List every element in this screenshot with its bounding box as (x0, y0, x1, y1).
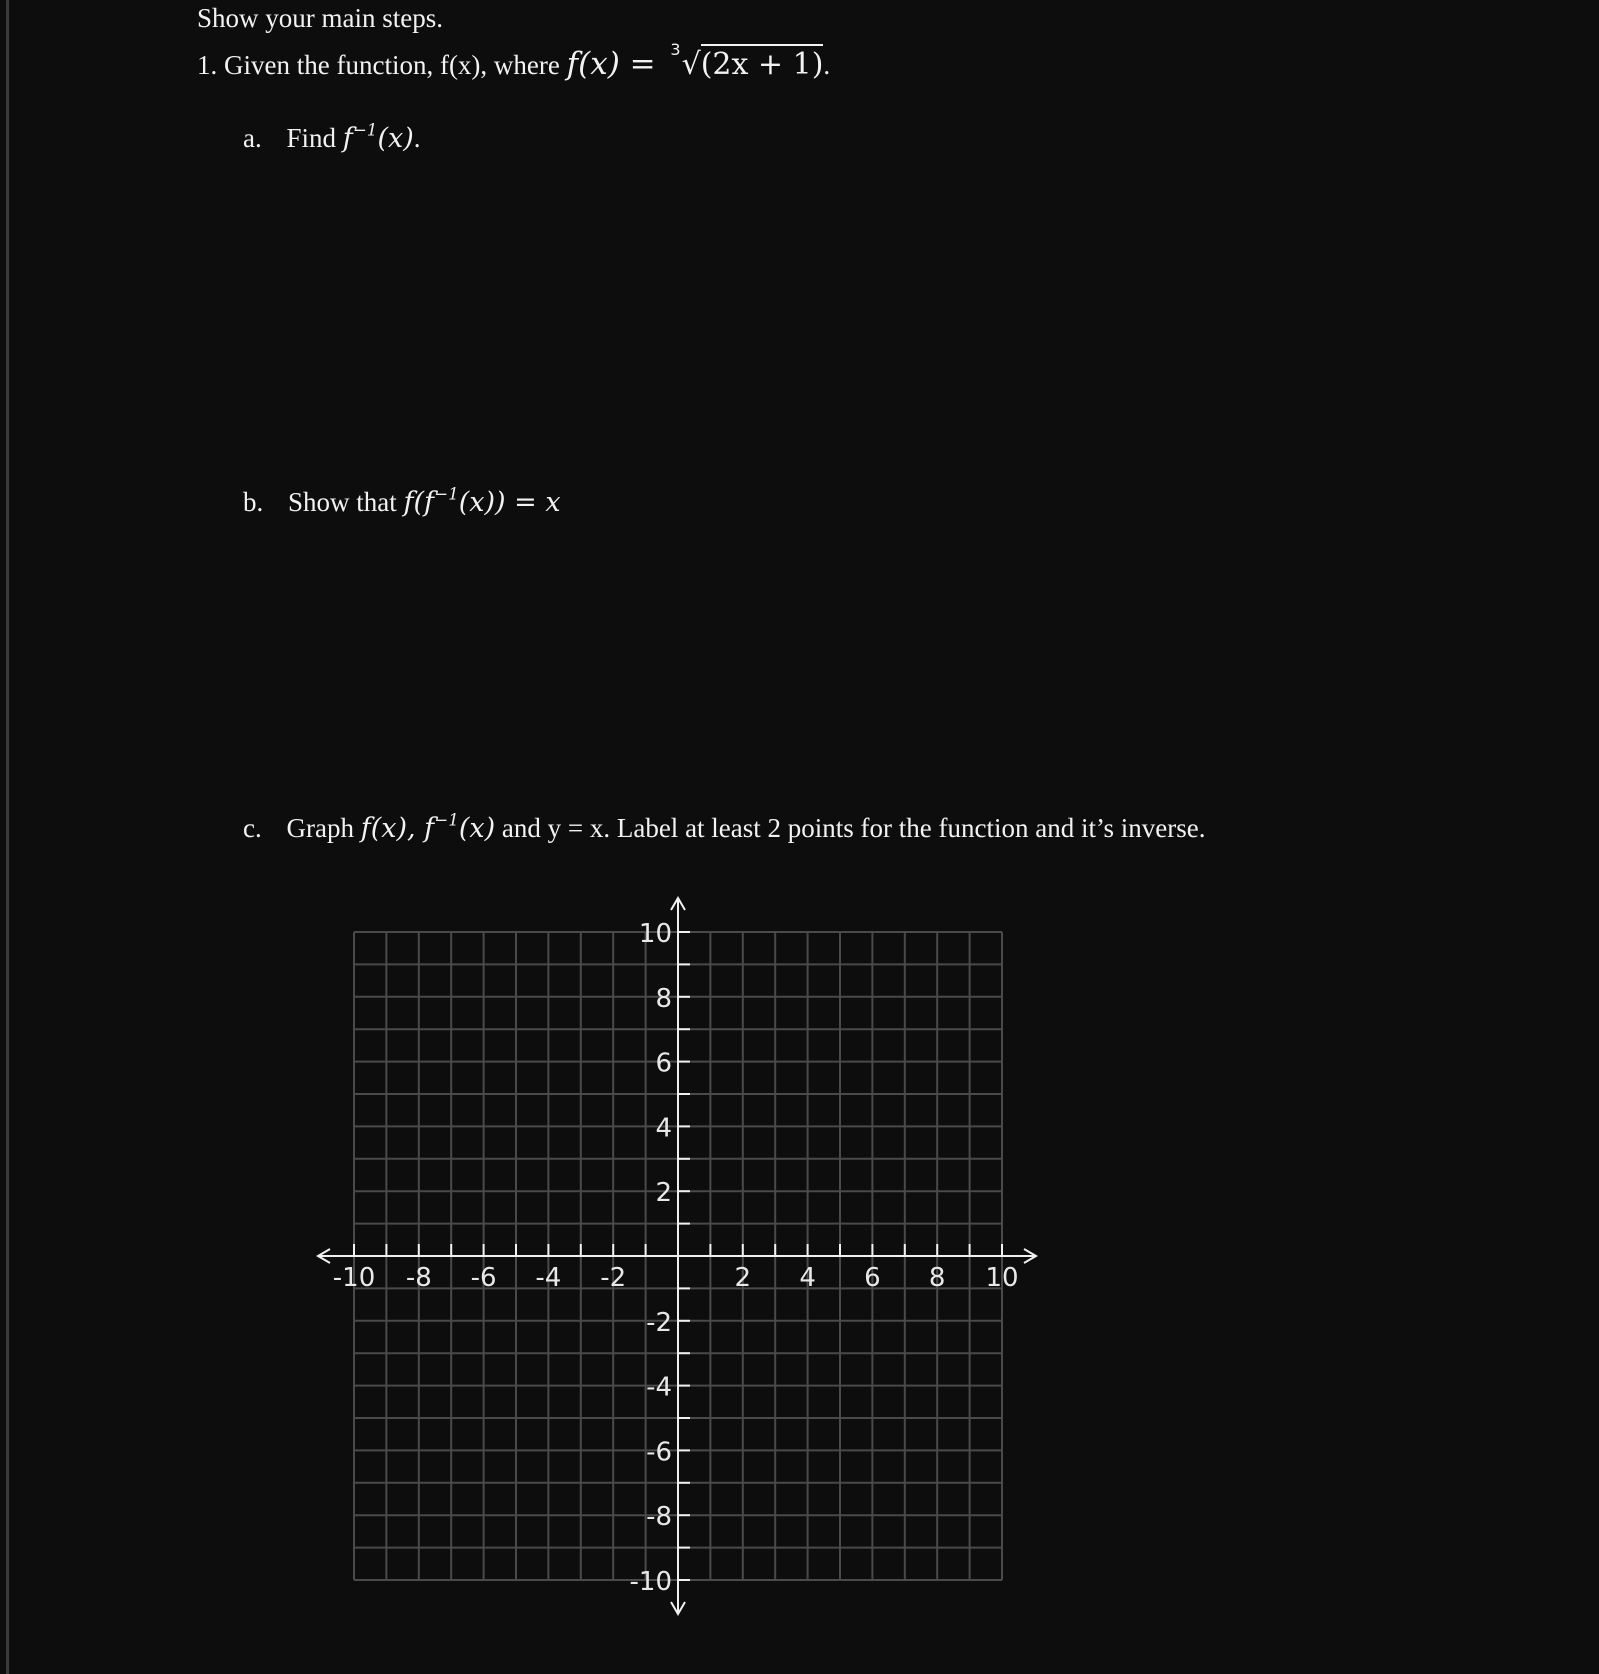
question-1 (197, 40, 831, 83)
y-tick-label: 2 (655, 1178, 672, 1209)
y-tick-label: -10 (629, 1567, 672, 1597)
coordinate-grid (310, 890, 1050, 1630)
radical-icon: √ (681, 47, 701, 82)
x-tick-label: 4 (799, 1263, 816, 1293)
root-index: 3 (670, 40, 681, 59)
function-lhs: f(x) = (566, 46, 656, 82)
cube-root (670, 40, 824, 83)
x-tick-label: 8 (928, 1263, 946, 1293)
y-tick-label: -8 (646, 1502, 672, 1533)
part-label: c. (243, 813, 262, 843)
part-b (243, 484, 561, 521)
y-tick-label: 6 (655, 1048, 672, 1079)
x-tick-label: -6 (470, 1263, 497, 1293)
x-tick-label: 6 (864, 1263, 881, 1293)
question-number: 1. (197, 50, 218, 80)
x-tick-label: 10 (985, 1263, 1019, 1293)
part-text: Show that (288, 487, 397, 517)
y-tick-label: 8 (655, 983, 672, 1014)
part-math: $f(f^{-1}(x)) = x$ (403, 483, 561, 518)
part-math: f(x), $f^{-1}(x)$ (360, 809, 496, 844)
instructions: Show your main steps. (197, 3, 443, 33)
x-tick-label: -8 (405, 1263, 432, 1293)
part-label: b. (243, 487, 264, 517)
y-tick-label: 4 (655, 1113, 672, 1144)
period: . (823, 50, 831, 80)
period: . (413, 123, 421, 153)
y-tick-label: -2 (646, 1307, 672, 1338)
part-c (243, 810, 1205, 847)
radicand: (2x + 1) (701, 44, 824, 82)
part-math: $f^{-1}(x)$ (342, 119, 414, 154)
left-border (6, 0, 9, 1674)
part-a (243, 120, 420, 157)
part-rest: and y = x. Label at least 2 points for the function and it’s inverse. (501, 813, 1206, 843)
y-tick-label: -4 (646, 1372, 672, 1403)
part-text: Find (286, 123, 337, 153)
part-text: Graph (286, 813, 354, 843)
x-tick-label: -4 (535, 1263, 562, 1293)
x-tick-label: -2 (600, 1263, 627, 1293)
y-tick-label: 10 (638, 919, 672, 949)
x-tick-label: -10 (332, 1263, 376, 1293)
x-tick-label: 2 (734, 1263, 752, 1293)
y-tick-label: -6 (646, 1437, 672, 1468)
part-label: a. (243, 123, 262, 153)
question-text: Given the function, f(x), where (224, 50, 560, 80)
